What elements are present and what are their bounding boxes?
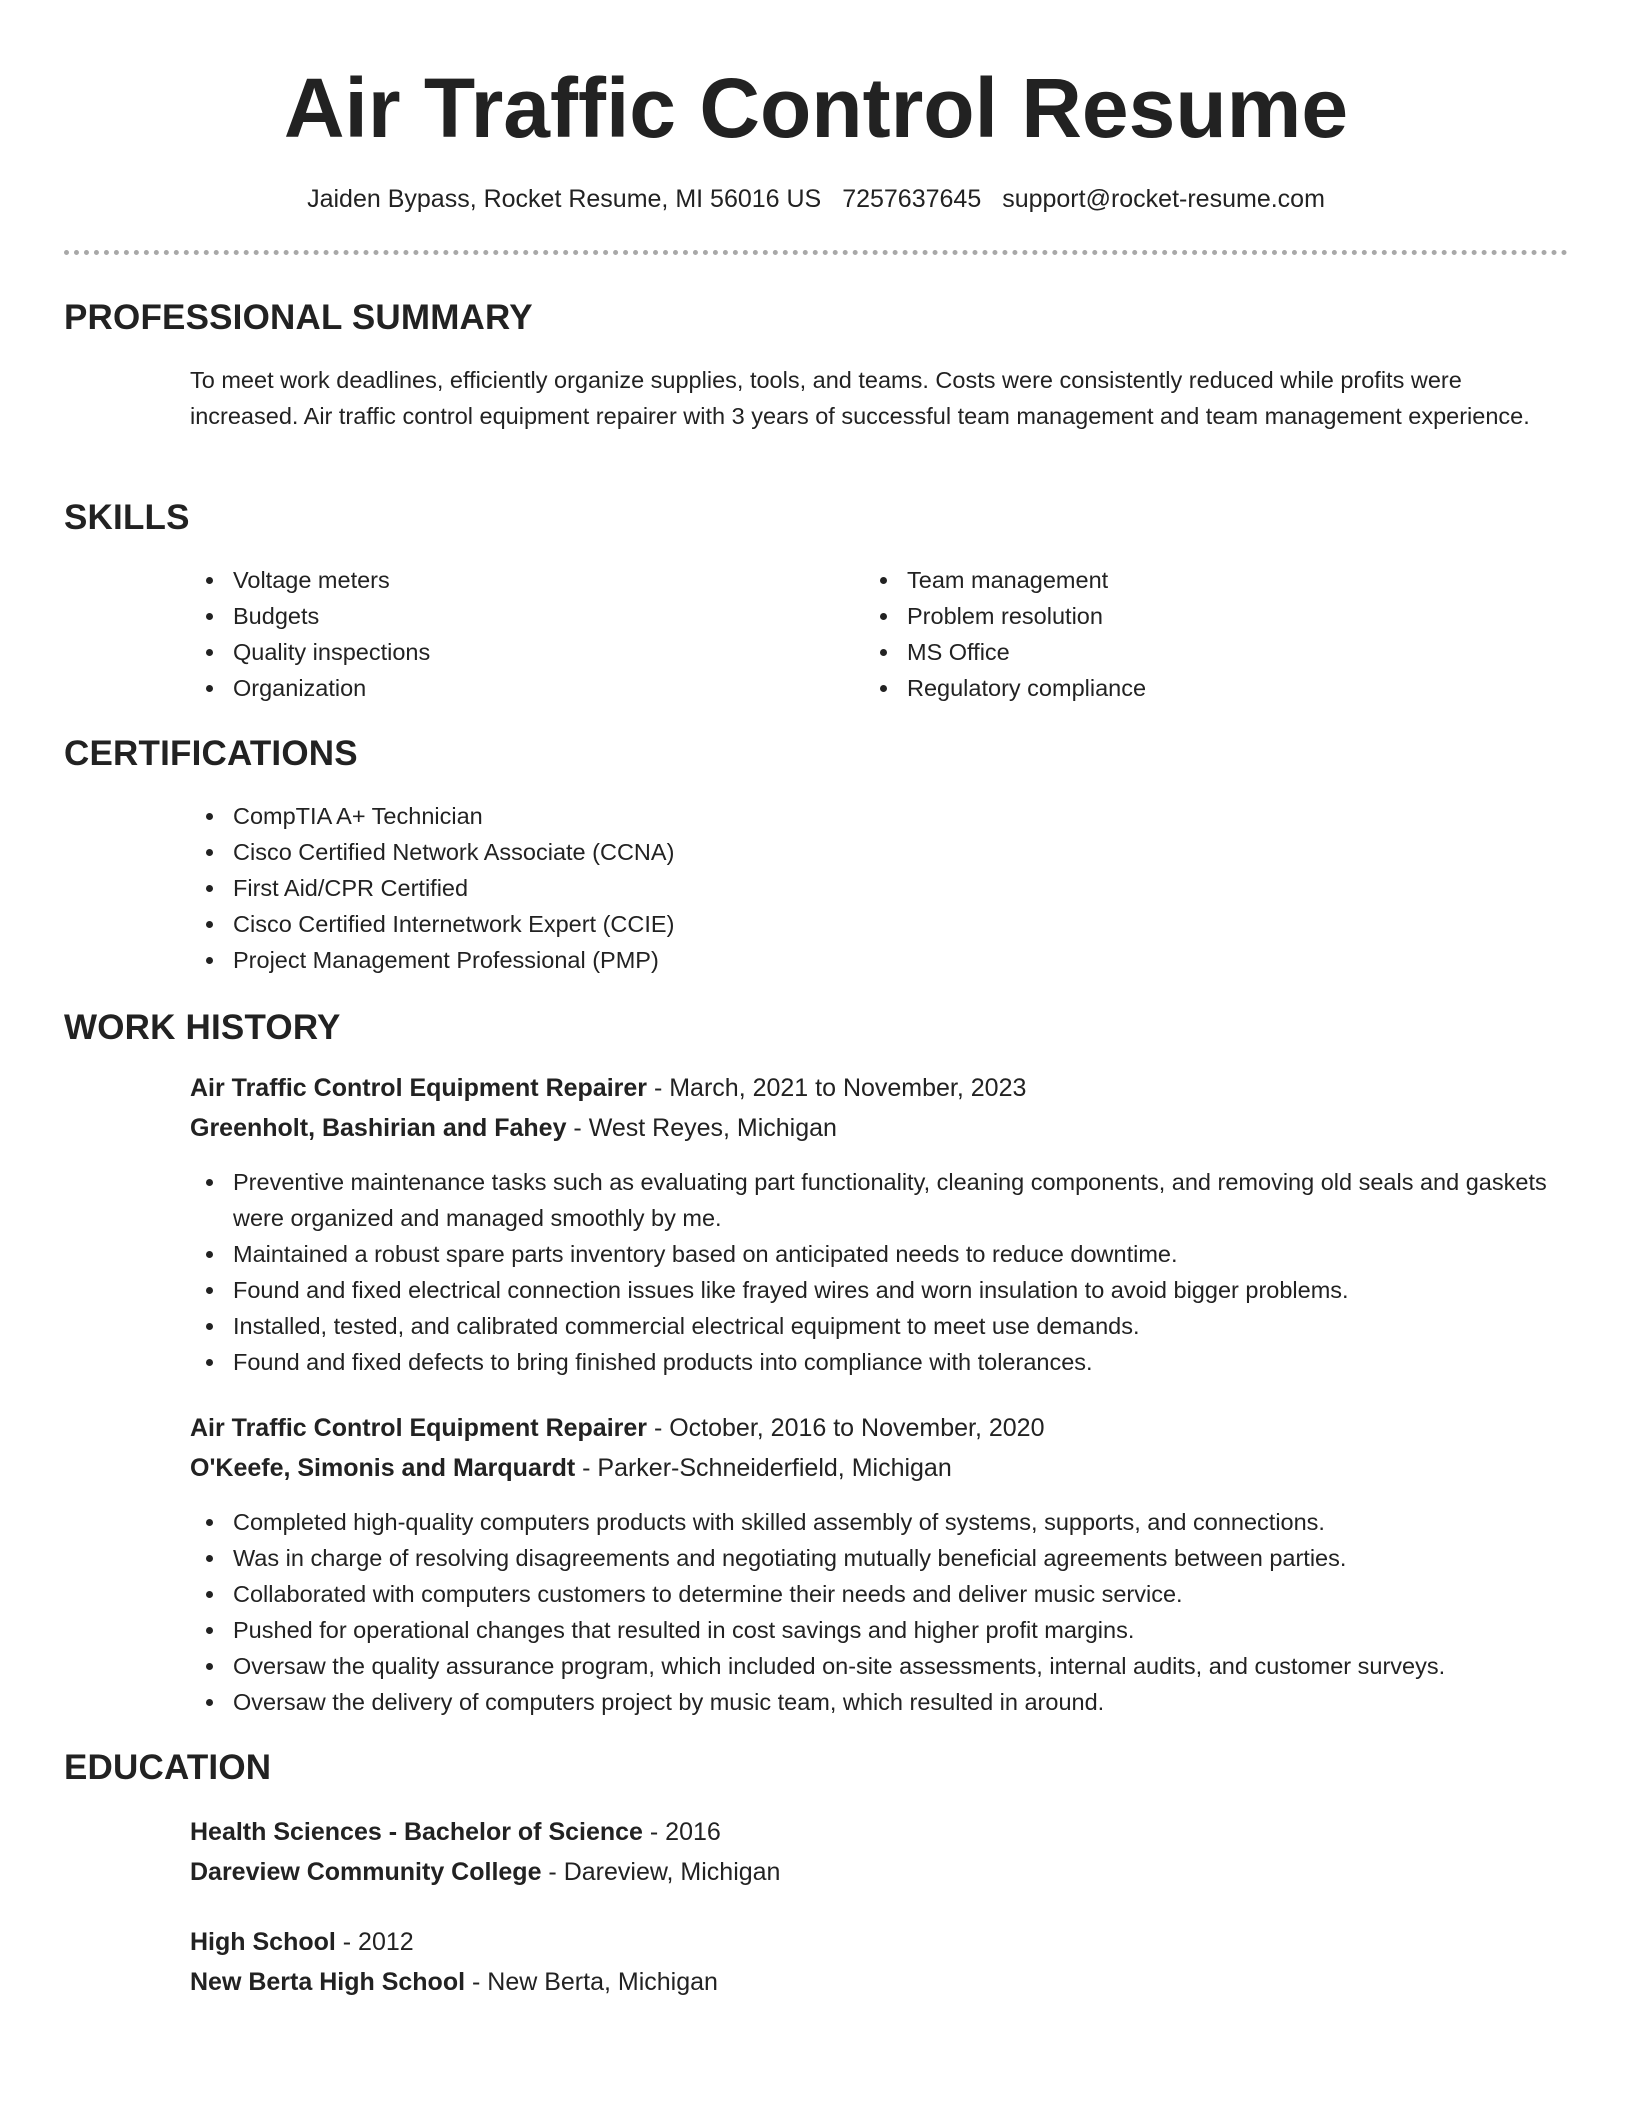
list-item: Maintained a robust spare parts inventory based on anticipated needs to reduce downtime. (190, 1236, 1550, 1272)
list-item: Found and fixed defects to bring finished products into compliance with tolerances. (190, 1344, 1550, 1380)
skills-list-left (190, 562, 830, 706)
header-divider (64, 250, 1568, 255)
list-item: Project Management Professional (PMP) (190, 942, 1550, 978)
list-item: Collaborated with computers customers to determine their needs and deliver music service. (190, 1576, 1550, 1612)
job-bullets (190, 1504, 1550, 1720)
education-year: - 2016 (642, 1818, 721, 1846)
list-item: Completed high-quality computers products with skilled assembly of systems, supports, and connections. (190, 1504, 1550, 1540)
list-item: MS Office (864, 634, 1524, 670)
education-degree-line (190, 1814, 721, 1850)
job-location: - West Reyes, Michigan (566, 1114, 837, 1142)
education-degree: High School (190, 1928, 336, 1956)
list-item: Oversaw the quality assurance program, which included on-site assessments, internal audits, and customer surveys. (190, 1648, 1550, 1684)
education-school: New Berta High School (190, 1968, 466, 1996)
job-dates: - October, 2016 to November, 2020 (647, 1414, 1045, 1442)
list-item: Regulatory compliance (864, 670, 1524, 706)
skills-list-right (864, 562, 1524, 706)
work-history-heading: WORK HISTORY (64, 1008, 341, 1047)
job-company-line (190, 1450, 952, 1486)
job-title-line (190, 1070, 1026, 1106)
list-item: Preventive maintenance tasks such as evaluating part functionality, cleaning components, and removing old seals and gaskets were organized and managed smoothly by me. (190, 1164, 1550, 1236)
list-item: Cisco Certified Network Associate (CCNA) (190, 834, 1550, 870)
list-item: Voltage meters (190, 562, 830, 598)
education-year: - 2012 (335, 1928, 414, 1956)
education-degree: Health Sciences - Bachelor of Science (190, 1818, 643, 1846)
list-item: Pushed for operational changes that resulted in cost savings and higher profit margins. (190, 1612, 1550, 1648)
certifications-heading: CERTIFICATIONS (64, 734, 358, 773)
job-title-line (190, 1410, 1044, 1446)
list-item: Cisco Certified Internetwork Expert (CCIE) (190, 906, 1550, 942)
list-item: Was in charge of resolving disagreements and negotiating mutually beneficial agreements between parties. (190, 1540, 1550, 1576)
education-school: Dareview Community College (190, 1858, 542, 1886)
job-company: Greenholt, Bashirian and Fahey (190, 1114, 567, 1142)
job-title: Air Traffic Control Equipment Repairer (190, 1414, 648, 1442)
education-degree-line (190, 1924, 414, 1960)
education-location: - New Berta, Michigan (465, 1968, 718, 1996)
job-location: - Parker-Schneiderfield, Michigan (575, 1454, 952, 1482)
education-heading: EDUCATION (64, 1748, 272, 1787)
skills-heading: SKILLS (64, 498, 190, 537)
contact-phone: 7257637645 (842, 185, 982, 213)
resume-title: Air Traffic Control Resume (283, 61, 1349, 155)
list-item: Installed, tested, and calibrated commercial electrical equipment to meet use demands. (190, 1308, 1550, 1344)
job-dates: - March, 2021 to November, 2023 (647, 1074, 1027, 1102)
list-item: Problem resolution (864, 598, 1524, 634)
list-item: Quality inspections (190, 634, 830, 670)
summary-text: To meet work deadlines, efficiently organize supplies, tools, and teams. Costs were consistently reduced while profits were increased. Air traffic control equipment repairer with 3 years of successful team management and team management experience. (190, 367, 1530, 429)
job-bullets (190, 1164, 1550, 1380)
contact-line (0, 182, 1632, 216)
job-company-line (190, 1110, 837, 1146)
list-item: Team management (864, 562, 1524, 598)
job-company: O'Keefe, Simonis and Marquardt (190, 1454, 576, 1482)
summary-heading: PROFESSIONAL SUMMARY (64, 298, 533, 337)
contact-address: Jaiden Bypass, Rocket Resume, MI 56016 US (307, 185, 822, 213)
list-item: Oversaw the delivery of computers project by music team, which resulted in around. (190, 1684, 1550, 1720)
list-item: CompTIA A+ Technician (190, 798, 1550, 834)
education-school-line (190, 1854, 780, 1890)
education-location: - Dareview, Michigan (541, 1858, 781, 1886)
contact-email: support@rocket-resume.com (1002, 185, 1325, 213)
education-school-line (190, 1964, 718, 2000)
list-item: First Aid/CPR Certified (190, 870, 1550, 906)
list-item: Budgets (190, 598, 830, 634)
certifications-list (190, 798, 1550, 978)
job-title: Air Traffic Control Equipment Repairer (190, 1074, 648, 1102)
list-item: Found and fixed electrical connection issues like frayed wires and worn insulation to avoid bigger problems. (190, 1272, 1550, 1308)
list-item: Organization (190, 670, 830, 706)
